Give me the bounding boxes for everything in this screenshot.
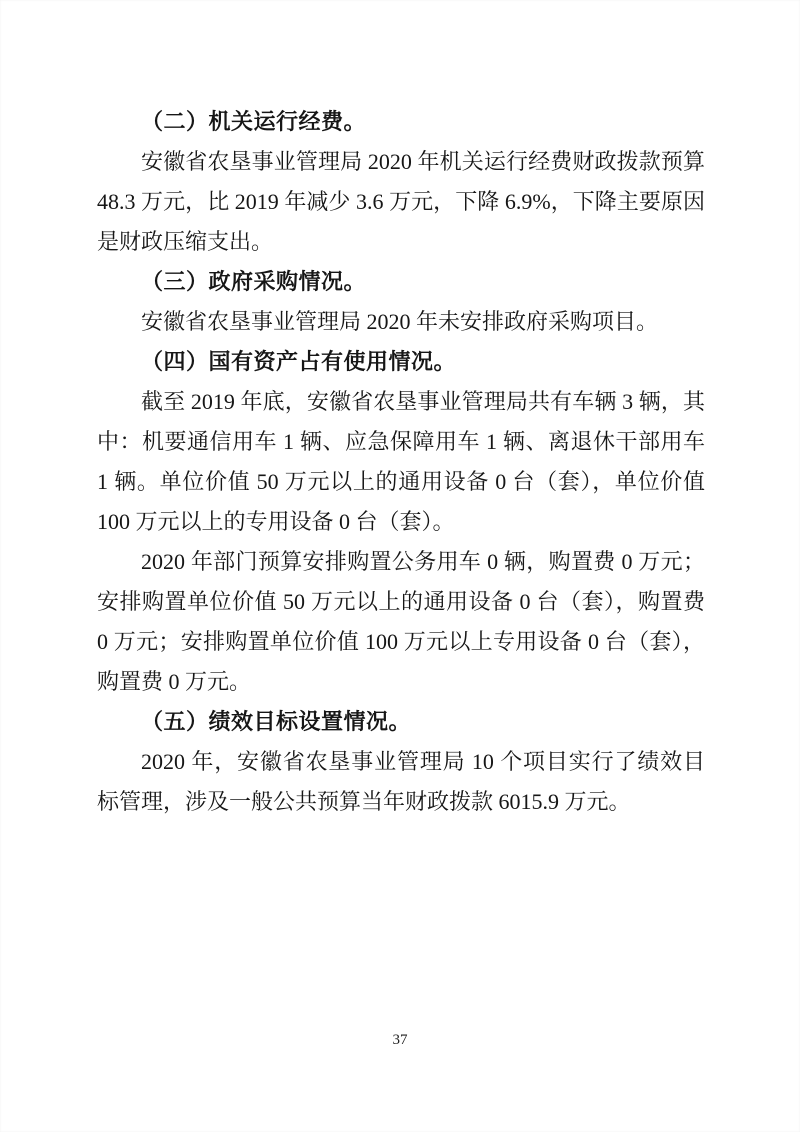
section-heading-5: （五）绩效目标设置情况。 xyxy=(141,709,412,734)
paragraph: 截至 2019 年底，安徽省农垦事业管理局共有车辆 3 辆，其中：机要通信用车 1 辆、应急保障用车 1 辆、离退休干部用车 1 辆。单位价值 50 万元以上的通用设备 0 台（套），单位价值 100 万元以上的专用设备 0 台（套）。 xyxy=(97,389,705,534)
section-heading-4: （四）国有资产占有使用情况。 xyxy=(141,349,457,374)
section-heading-2: （二）机关运行经费。 xyxy=(141,109,367,134)
document-body xyxy=(97,102,705,822)
paragraph: 安徽省农垦事业管理局 2020 年机关运行经费财政拨款预算 48.3 万元，比 2019 年减少 3.6 万元，下降 6.9%，下降主要原因是财政压缩支出。 xyxy=(97,149,705,254)
paragraph: 2020 年，安徽省农垦事业管理局 10 个项目实行了绩效目标管理，涉及一般公共预算当年财政拨款 6015.9 万元。 xyxy=(97,749,705,814)
section-heading-3: （三）政府采购情况。 xyxy=(141,269,367,294)
paragraph: 2020 年部门预算安排购置公务用车 0 辆，购置费 0 万元；安排购置单位价值 50 万元以上的通用设备 0 台（套），购置费 0 万元；安排购置单位价值 100 万元以上专用设备 0 台（套），购置费 0 万元。 xyxy=(97,549,705,694)
paragraph: 安徽省农垦事业管理局 2020 年未安排政府采购项目。 xyxy=(141,309,659,334)
page-number: 37 xyxy=(392,1032,408,1048)
